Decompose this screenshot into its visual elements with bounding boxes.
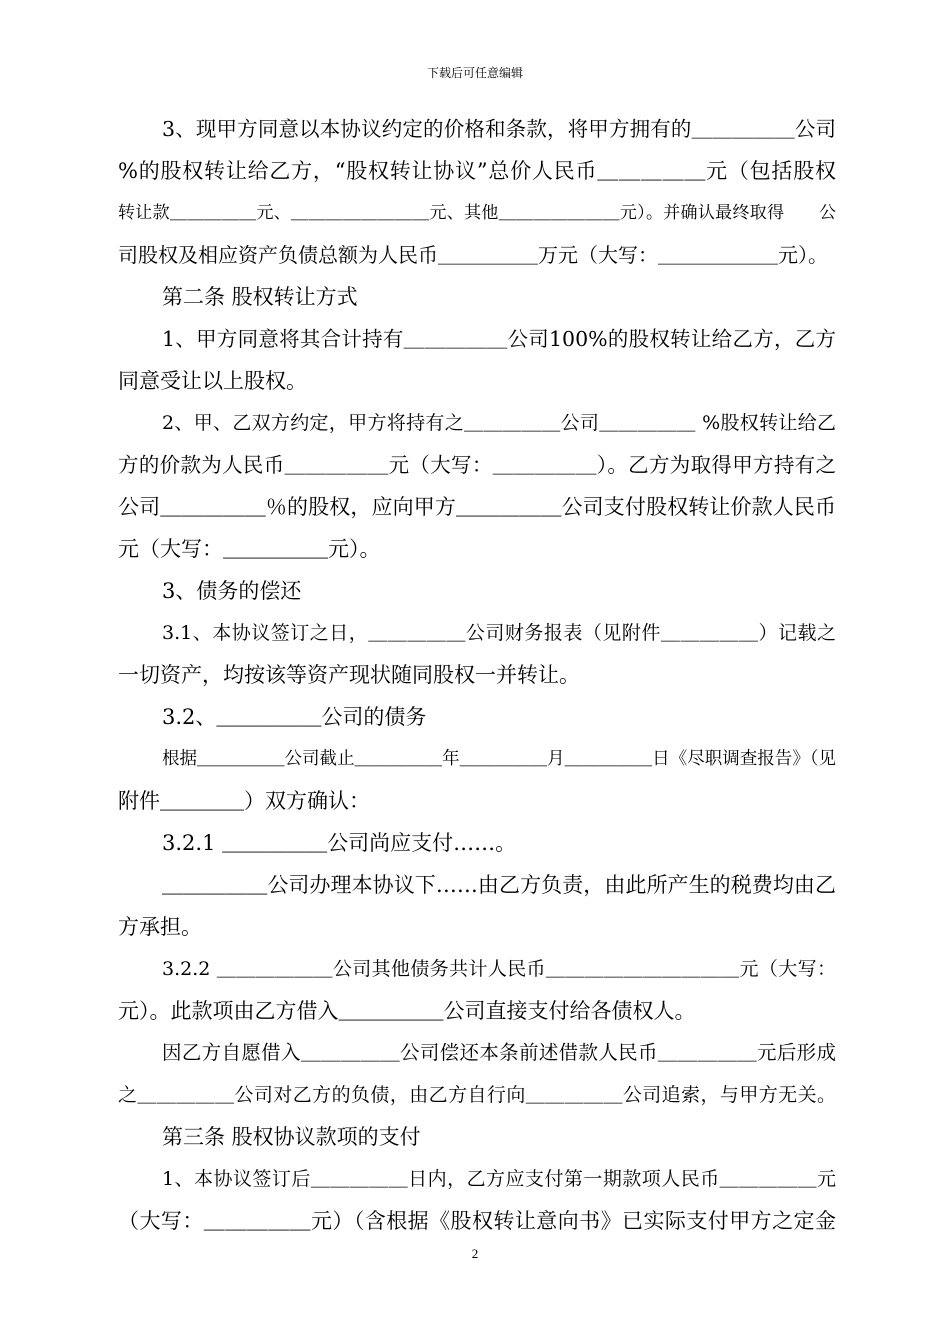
text-line: 3、债务的偿还 xyxy=(162,579,302,603)
page-header: 下载后可任意编辑 xyxy=(426,66,523,80)
section-heading: 第二条 股权转让方式 xyxy=(162,285,358,309)
text-line: 方承担。 xyxy=(118,915,202,939)
text-line: 根据＿＿＿＿＿公司截止＿＿＿＿＿年＿＿＿＿＿月＿＿＿＿＿日《尽职调查报告》（见 xyxy=(162,749,836,769)
text-line: 公司＿＿＿＿＿％的股权，应向甲方＿＿＿＿＿公司支付股权转让价款人民币 xyxy=(118,495,836,519)
text-line: ＿＿＿＿＿公司办理本协议下……由乙方负责，由此所产生的税费均由乙 xyxy=(162,873,836,897)
text-line: 2、甲、乙双方约定，甲方将持有之＿＿＿＿＿公司＿＿＿＿＿ %股权转让给乙 xyxy=(162,412,836,434)
page-number: 2 xyxy=(471,1246,479,1261)
text-line: 1、甲方同意将其合计持有＿＿＿＿＿公司100%的股权转让给乙方，乙方 xyxy=(162,327,836,351)
text-line: （大写：＿＿＿＿＿元）（含根据《股权转让意向书》已实际支付甲方之定金 xyxy=(118,1209,836,1233)
text-line: 附件＿＿＿＿）双方确认： xyxy=(118,789,370,813)
text-line: 3.2.2 ＿＿＿＿＿＿公司其他债务共计人民币＿＿＿＿＿＿＿＿＿＿元（大写： xyxy=(162,958,836,980)
text-line: 3.1、本协议签订之日，＿＿＿＿＿公司财务报表（见附件＿＿＿＿＿）记载之 xyxy=(162,622,836,644)
text-line: 因乙方自愿借入＿＿＿＿＿公司偿还本条前述借款人民币＿＿＿＿＿元后形成 xyxy=(162,1041,836,1064)
text-line: 元（大写：＿＿＿＿＿元）。 xyxy=(118,537,381,561)
text-line: 1、本协议签订后＿＿＿＿＿日内，乙方应支付第一期款项人民币＿＿＿＿＿元 xyxy=(162,1168,836,1190)
text-line: 司股权及相应资产负债总额为人民币＿＿＿＿＿万元（大写：＿＿＿＿＿＿元）。 xyxy=(118,243,828,267)
text-line: 3.2、＿＿＿＿＿公司的债务 xyxy=(162,705,427,729)
text-line: 之＿＿＿＿＿公司对乙方的负债，由乙方自行向＿＿＿＿＿公司追索，与甲方无关。 xyxy=(118,1084,836,1106)
text-line: %的股权转让给乙方，“股权转让协议”总价人民币＿＿＿＿＿元（包括股权 xyxy=(118,159,836,183)
text-line: 方的价款为人民币＿＿＿＿＿元（大写：＿＿＿＿＿）。乙方为取得甲方持有之 xyxy=(118,453,836,477)
text-line: 元）。此款项由乙方借入＿＿＿＿＿公司直接支付给各债权人。 xyxy=(118,999,696,1023)
text-line: 同意受让以上股权。 xyxy=(118,369,307,393)
text-line: 一切资产，均按该等资产现状随同股权一并转让。 xyxy=(118,663,580,687)
text-line: 3.2.1 ＿＿＿＿＿公司尚应支付……。 xyxy=(162,831,517,855)
section-heading: 第三条 股权协议款项的支付 xyxy=(162,1125,421,1149)
text-line: 3、现甲方同意以本协议约定的价格和条款，将甲方拥有的＿＿＿＿＿公司 xyxy=(162,117,836,141)
text-line: 转让款＿＿＿＿＿元、＿＿＿＿＿＿＿＿元、其他＿＿＿＿＿＿＿元）。并确认最终取得 公 xyxy=(118,203,836,223)
